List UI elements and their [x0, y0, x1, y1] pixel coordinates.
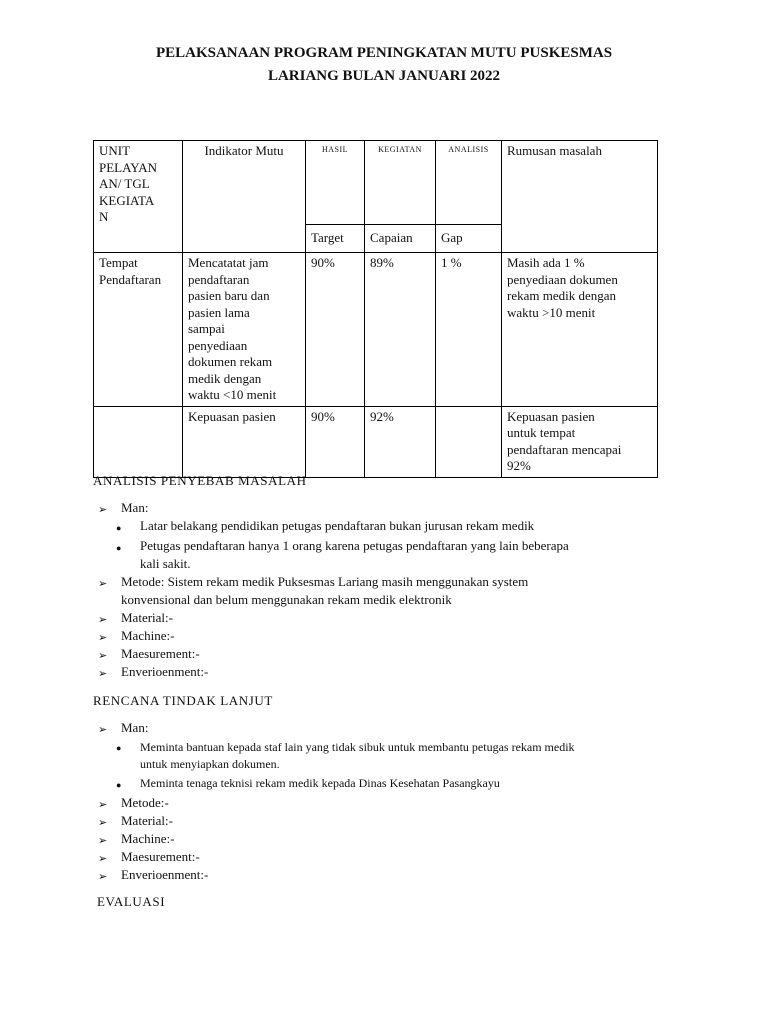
rencana-man: Man: [121, 720, 149, 735]
bullet-icon: ● [116, 543, 122, 553]
header-unit: UNIT PELAYAN AN/ TGL KEGIATA N [94, 141, 183, 253]
bullet-icon: ● [116, 523, 122, 533]
cell-rumusan: Masih ada 1 % penyediaan dokumen rekam medik dengan waktu >10 menit [502, 253, 658, 407]
header-analisis: ANALISIS [436, 141, 502, 225]
arrow-icon: ➢ [98, 614, 108, 626]
analisis-machine: Machine:- [121, 628, 175, 643]
analisis-man-bullet-2-line-1: Petugas pendaftaran hanya 1 orang karena petugas pendaftaran yang lain beberapa [140, 538, 569, 553]
cell-gap: 1 % [436, 253, 502, 407]
rencana-machine: Machine:- [121, 831, 175, 846]
header-rumusan: Rumusan masalah [502, 141, 658, 253]
cell-rumusan: Kepuasan pasien untuk tempat pendaftaran mencapai 92% [502, 406, 658, 477]
table-row [94, 406, 658, 477]
analisis-man-bullet-2-line-2: kali sakit. [140, 556, 191, 571]
analisis-man-bullet-1: Latar belakang pendidikan petugas pendaftaran bukan jurusan rekam medik [140, 518, 535, 533]
title-line-1: PELAKSANAAN PROGRAM PENINGKATAN MUTU PUSKESMAS [155, 45, 613, 61]
header-hasil: HASIL [306, 141, 365, 225]
analisis-material: Material:- [121, 610, 173, 625]
bullet-icon: ● [116, 780, 122, 790]
arrow-icon: ➢ [98, 835, 108, 847]
header-indikator: Indikator Mutu [183, 141, 306, 253]
cell-target: 90% [306, 253, 365, 407]
analisis-enverioenment: Enverioenment:- [121, 664, 209, 679]
arrow-icon: ➢ [98, 817, 108, 829]
arrow-icon: ➢ [98, 578, 108, 590]
arrow-icon: ➢ [98, 853, 108, 865]
analisis-maesurement: Maesurement:- [121, 646, 200, 661]
header-target: Target [306, 225, 365, 253]
rencana-material: Material:- [121, 813, 173, 828]
title-line-2: LARIANG BULAN JANUARI 2022 [267, 68, 501, 84]
analisis-metode-line-2: konvensional dan belum menggunakan rekam medik elektronik [121, 592, 452, 607]
rencana-man-bullet-1-line-2: untuk menyiapkan dokumen. [140, 757, 280, 771]
header-kegiatan: KEGIATAN [365, 141, 436, 225]
arrow-icon: ➢ [98, 799, 108, 811]
arrow-icon: ➢ [98, 871, 108, 883]
rencana-heading: RENCANA TINDAK LANJUT [93, 693, 273, 708]
cell-capaian: 92% [365, 406, 436, 477]
evaluasi-heading: EVALUASI [97, 894, 166, 909]
arrow-icon: ➢ [98, 504, 108, 516]
cell-unit: Tempat Pendaftaran [94, 253, 183, 407]
arrow-icon: ➢ [98, 724, 108, 736]
arrow-icon: ➢ [98, 650, 108, 662]
arrow-icon: ➢ [98, 668, 108, 680]
analisis-metode-line-1: Metode: Sistem rekam medik Puksesmas Lariang masih menggunakan system [121, 574, 529, 589]
cell-gap [436, 406, 502, 477]
table-row [94, 253, 658, 407]
analisis-heading: ANALISIS PENYEBAB MASALAH [93, 473, 307, 488]
rencana-man-bullet-2: Meminta tenaga teknisi rekam medik kepada Dinas Kesehatan Pasangkayu [140, 776, 500, 790]
cell-capaian: 89% [365, 253, 436, 407]
rencana-metode: Metode:- [121, 795, 169, 810]
analisis-man: Man: [121, 500, 149, 515]
header-capaian: Capaian [365, 225, 436, 253]
cell-indikator: Kepuasan pasien [183, 406, 306, 477]
cell-indikator: Mencatatat jam pendaftaran pasien baru dan pasien lama sampai penyediaan dokumen rekam medik dengan waktu <10 menit [183, 253, 306, 407]
header-gap: Gap [436, 225, 502, 253]
rencana-man-bullet-1-line-1: Meminta bantuan kepada staf lain yang tidak sibuk untuk membantu petugas rekam medik [140, 740, 575, 754]
quality-table [93, 140, 658, 478]
cell-unit [94, 406, 183, 477]
bullet-icon: ● [116, 743, 122, 753]
arrow-icon: ➢ [98, 632, 108, 644]
cell-target: 90% [306, 406, 365, 477]
rencana-enverioenment: Enverioenment:- [121, 867, 209, 882]
rencana-maesurement: Maesurement:- [121, 849, 200, 864]
